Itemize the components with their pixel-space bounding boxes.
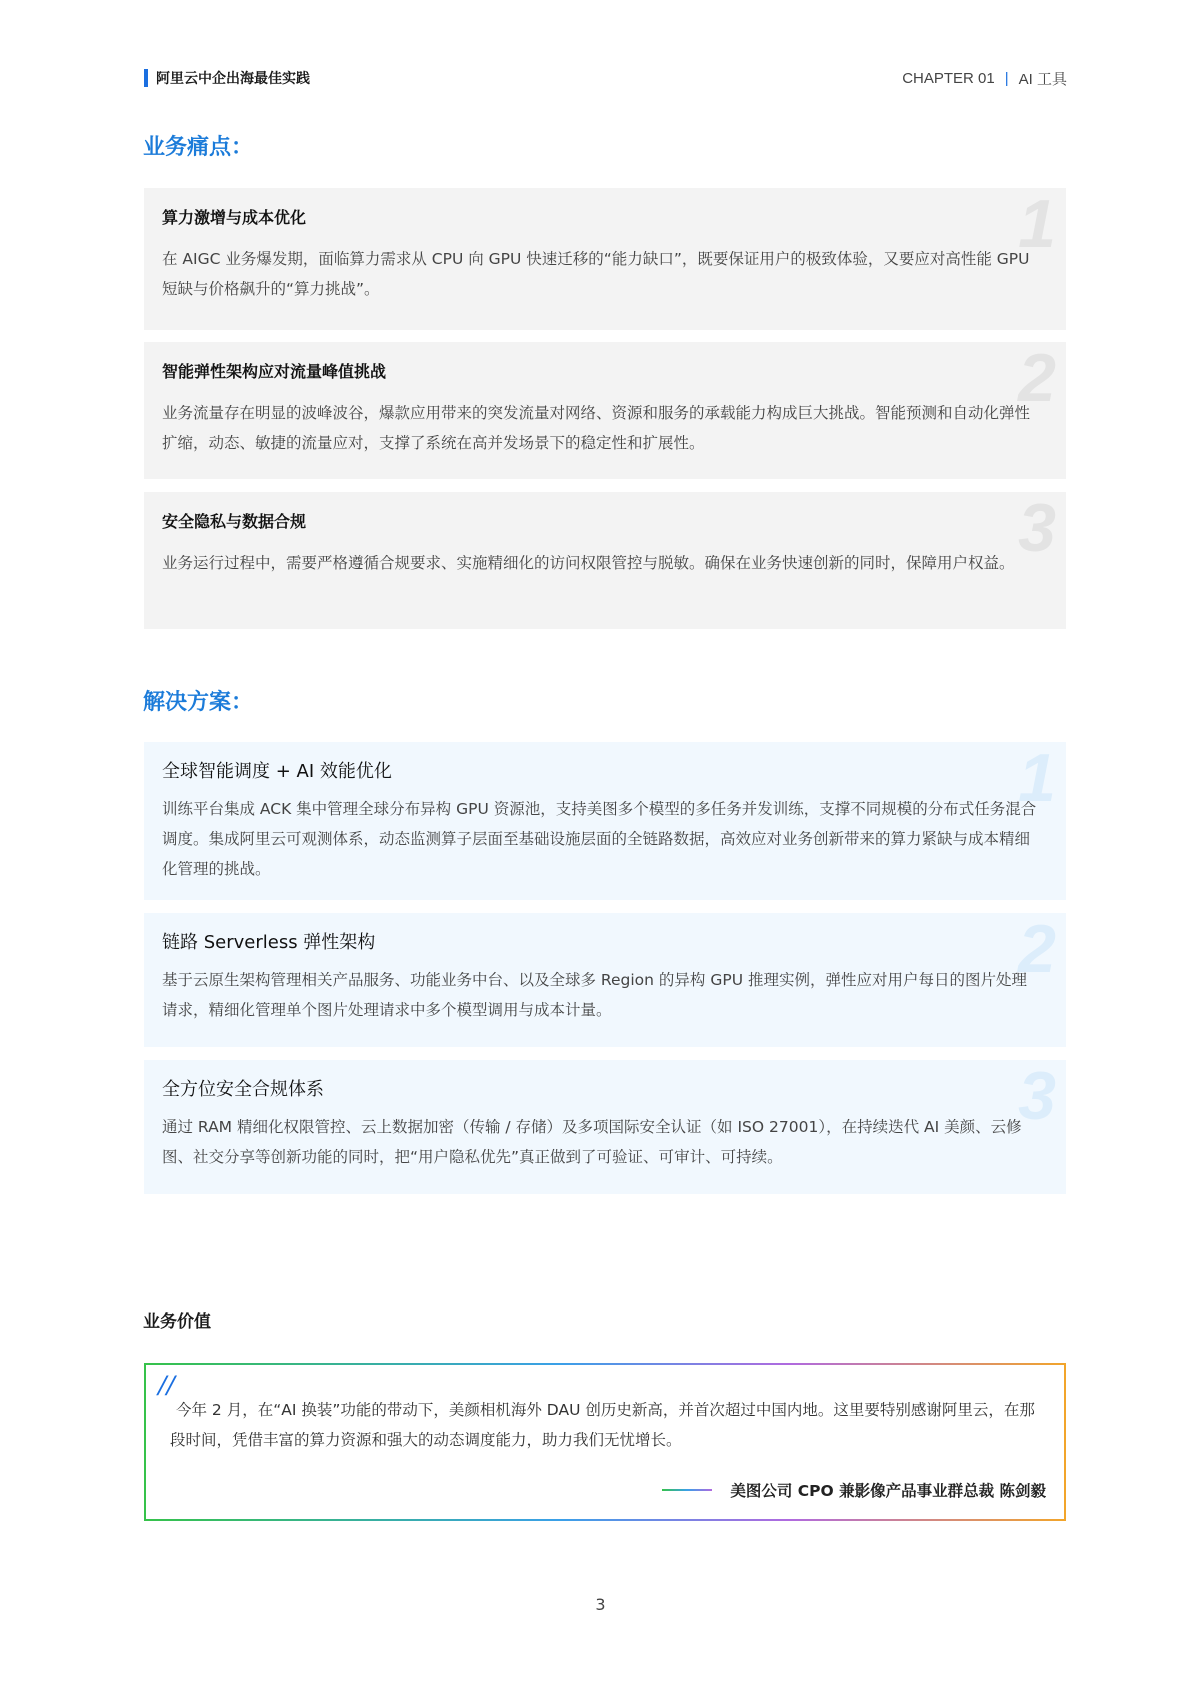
pain-point-card-2 — [144, 342, 1066, 479]
solution-card-2 — [144, 913, 1066, 1047]
pain-point-card-1 — [144, 188, 1066, 330]
header-separator: | — [1004, 69, 1009, 87]
card-body: 在 AIGC 业务爆发期，面临算力需求从 CPU 向 GPU 快速迁移的“能力缺口”，既要保证用户的极致体验，又要应对高性能 GPU 短缺与价格飙升的“算力挑战”。 — [162, 250, 1030, 298]
card-number: 1 — [1018, 186, 1056, 262]
chapter-label: CHAPTER 01 — [902, 69, 995, 87]
pain-point-card-3 — [144, 492, 1066, 629]
quote-attribution — [662, 1479, 1046, 1501]
header-accent-bar — [144, 69, 148, 87]
testimonial-quote — [144, 1363, 1066, 1521]
card-title: 算力激增与成本优化 — [162, 208, 307, 227]
card-title: 全球智能调度 + AI 效能优化 — [162, 761, 392, 782]
solution-card-3 — [144, 1060, 1066, 1194]
quote-text: 今年 2 月，在“AI 换装”功能的带动下，美颜相机海外 DAU 创历史新高，并首次超过中国内地。这里要特别感谢阿里云，在那段时间，凭借丰富的算力资源和强大的动态调度能力，助力我们无忧增长。 — [170, 1401, 1035, 1449]
card-title: 安全隐私与数据合规 — [162, 512, 307, 531]
card-number: 3 — [1018, 490, 1056, 566]
business-value-title: 业务价值 — [143, 1312, 211, 1332]
card-number: 2 — [1018, 911, 1056, 987]
quote-mark-icon: // — [158, 1369, 175, 1402]
attribution-text: 美图公司 CPO 兼影像产品事业群总裁 陈剑毅 — [730, 1482, 1046, 1500]
card-number: 1 — [1018, 740, 1056, 816]
card-body: 业务流量存在明显的波峰波谷，爆款应用带来的突发流量对网络、资源和服务的承载能力构成巨大挑战。智能预测和自动化弹性扩缩，动态、敏捷的流量应对，支撑了系统在高并发场景下的稳定性和扩展性。 — [162, 404, 1031, 452]
card-number: 2 — [1018, 340, 1056, 416]
pain-points-title: 业务痛点： — [143, 135, 254, 160]
card-number: 3 — [1018, 1058, 1056, 1134]
card-title: 链路 Serverless 弹性架构 — [162, 932, 376, 953]
card-body: 基于云原生架构管理相关产品服务、功能业务中台、以及全球多 Region 的异构 GPU 推理实例，弹性应对用户每日的图片处理请求，精细化管理单个图片处理请求中多个模型调用与成本计量。 — [162, 971, 1027, 1019]
header-brand — [144, 68, 310, 88]
attribution-line — [662, 1489, 712, 1491]
header-chapter — [902, 68, 1067, 88]
page-number: 3 — [595, 1595, 606, 1614]
card-title: 智能弹性架构应对流量峰值挑战 — [162, 362, 387, 381]
card-body: 训练平台集成 ACK 集中管理全球分布异构 GPU 资源池，支持美图多个模型的多任务并发训练，支撑不同规模的分布式任务混合调度。集成阿里云可观测体系，动态监测算子层面至基础设施层面的全链路数据，高效应对业务创新带来的算力紧缺与成本精细化管理的挑战。 — [162, 800, 1037, 878]
card-body: 业务运行过程中，需要严格遵循合规要求、实施精细化的访问权限管控与脱敏。确保在业务快速创新的同时，保障用户权益。 — [162, 554, 1015, 572]
card-body: 通过 RAM 精细化权限管控、云上数据加密（传输 / 存储）及多项国际安全认证（如 ISO 27001），在持续迭代 AI 美颜、云修图、社交分享等创新功能的同时，把“用户隐私优先”真正做到了可验证、可审计、可持续。 — [162, 1118, 1022, 1166]
card-title: 全方位安全合规体系 — [162, 1079, 324, 1100]
header-title: 阿里云中企出海最佳实践 — [156, 71, 310, 87]
solution-card-1 — [144, 742, 1066, 900]
section-label: AI 工具 — [1018, 70, 1067, 88]
solutions-title: 解决方案： — [143, 690, 254, 715]
